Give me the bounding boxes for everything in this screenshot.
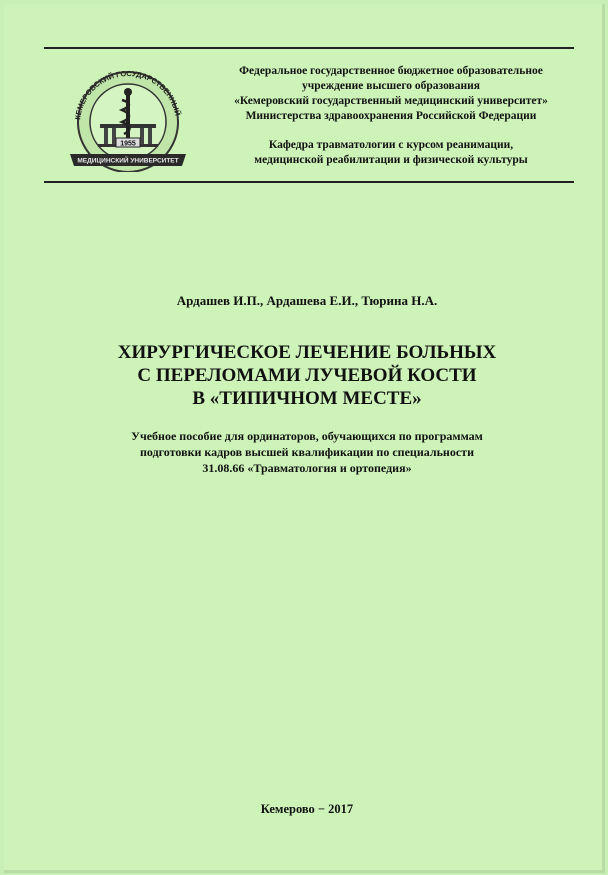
- logo-ribbon-text: МЕДИЦИНСКИЙ УНИВЕРСИТЕТ: [77, 157, 179, 165]
- book-cover: [4, 4, 605, 873]
- subtitle-line: Учебное пособие для ординаторов, обучающихся по программам: [131, 429, 483, 443]
- header-line: Министерства здравоохранения Российской Федерации: [245, 110, 537, 122]
- book-title: [4, 341, 608, 410]
- logo-year: 1955: [120, 140, 136, 148]
- subtitle-line: подготовки кадров высшей квалификации по специальности: [140, 445, 474, 459]
- top-rule: [44, 47, 574, 49]
- header-line: Федеральное государственное бюджетное образовательное: [239, 65, 543, 77]
- department-line: Кафедра травматологии с курсом реанимации,: [268, 139, 514, 151]
- authors: Ардашев И.П., Ардашева Е.И., Тюрина Н.А.: [176, 293, 438, 308]
- department-name: [206, 138, 576, 168]
- header-line: учреждение высшего образования: [302, 80, 480, 92]
- department-line: медицинской реабилитации и физической культуры: [254, 154, 528, 166]
- title-line: ХИРУРГИЧЕСКОЕ ЛЕЧЕНИЕ БОЛЬНЫХ: [117, 342, 497, 363]
- header-line: «Кемеровский государственный медицинский университет»: [234, 95, 548, 107]
- title-line: В «ТИПИЧНОМ МЕСТЕ»: [192, 388, 422, 409]
- title-line: С ПЕРЕЛОМАМИ ЛУЧЕВОЙ КОСТИ: [137, 365, 477, 386]
- institution-header: [206, 64, 576, 124]
- logo-arc-text: КЕМЕРОВСКИЙ ГОСУДАРСТВЕННЫЙ: [73, 68, 183, 121]
- bottom-rule: [44, 181, 574, 183]
- city-year: Кемерово − 2017: [260, 802, 354, 816]
- university-logo-emblem: [58, 62, 198, 172]
- book-subtitle: [4, 428, 608, 476]
- subtitle-line: 31.08.66 «Травматология и ортопедия»: [202, 461, 412, 475]
